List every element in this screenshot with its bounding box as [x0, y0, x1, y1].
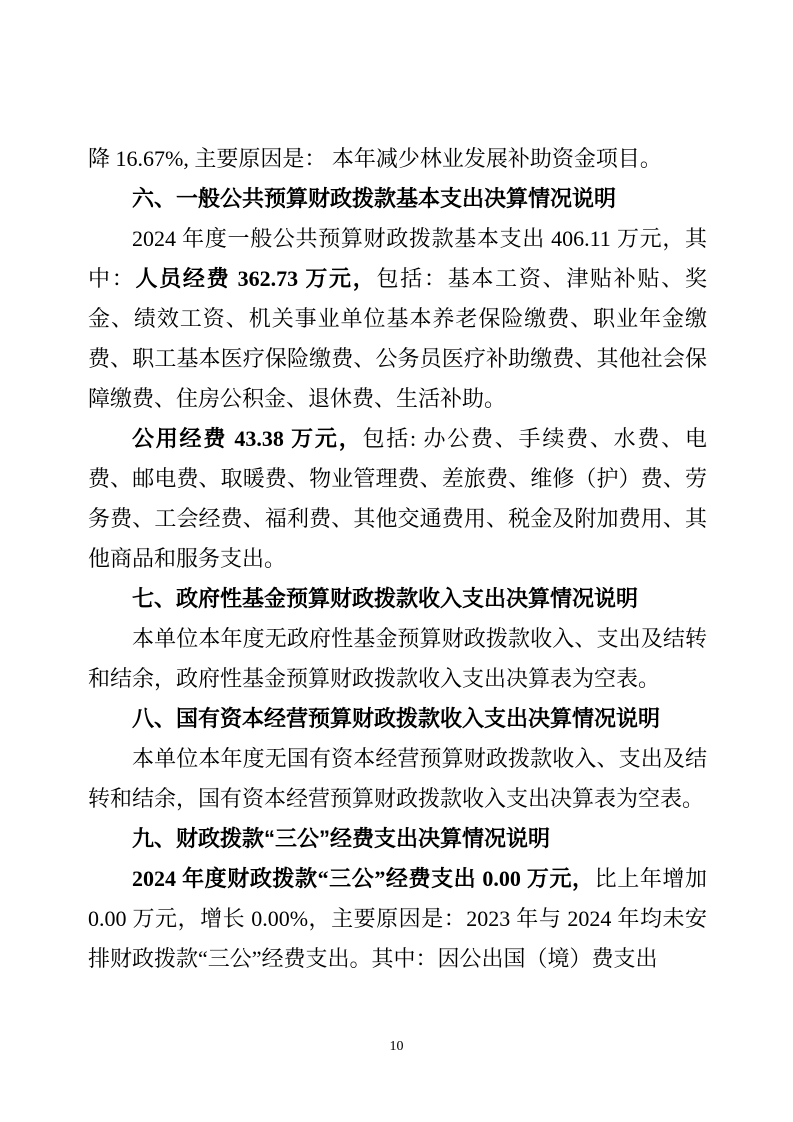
- paragraph-public-funds-bold: 公用经费 43.38 万元，: [132, 426, 363, 451]
- document-content: [88, 139, 707, 979]
- paragraph-basic-lead: 2024 年度一般公共预算财政拨款基本支出 406.11 万元，其中：: [88, 226, 707, 291]
- paragraph-three-public-bold: 2024 年度财政拨款“三公”经费支出 0.00 万元，: [132, 866, 595, 891]
- paragraph-state-capital: 本单位本年度无国有资本经营预算财政拨款收入、支出及结转和结余，国有资本经营预算财政拨款收入支出决算表为空表。: [88, 746, 707, 811]
- paragraph-gov-fund: 本单位本年度无政府性基金预算财政拨款收入、支出及结转和结余，政府性基金预算财政拨款收入支出决算表为空表。: [88, 626, 707, 691]
- paragraph-basic-rest: 包括：基本工资、津贴补贴、奖金、绩效工资、机关事业单位基本养老保险缴费、职业年金缴费、职工基本医疗保险缴费、公务员医疗补助缴费、其他社会保障缴费、住房公积金、退休费、生活补助。: [88, 266, 707, 411]
- heading-section-7: 七、政府性基金预算财政拨款收入支出决算情况说明: [132, 586, 639, 611]
- paragraph-carryover: 降 16.67%, 主要原因是： 本年减少林业发展补助资金项目。: [88, 146, 662, 171]
- heading-section-9: 九、财政拨款“三公”经费支出决算情况说明: [132, 826, 551, 851]
- paragraph-basic-expenditure: [88, 219, 707, 419]
- paragraph-public-funds: [88, 419, 707, 579]
- paragraph-basic-personnel-bold: 人员经费 362.73 万元，: [135, 266, 377, 291]
- heading-section-8: 八、国有资本经营预算财政拨款收入支出决算情况说明: [132, 706, 661, 731]
- paragraph-three-public: [88, 859, 707, 979]
- page-number: 10: [389, 1039, 404, 1054]
- paragraph-public-funds-rest: 包括: 办公费、手续费、水费、电费、邮电费、取暖费、物业管理费、差旅费、维修（护）费、劳务费、工会经费、福利费、其他交通费用、税金及附加费用、其他商品和服务支出。: [88, 426, 707, 571]
- heading-section-6: 六、一般公共预算财政拨款基本支出决算情况说明: [132, 186, 617, 211]
- paragraph-three-public-rest: 比上年增加 0.00 万元，增长 0.00%，主要原因是：2023 年与 2024 年均未安排财政拨款“三公”经费支出。其中：因公出国（境）费支出: [88, 866, 707, 971]
